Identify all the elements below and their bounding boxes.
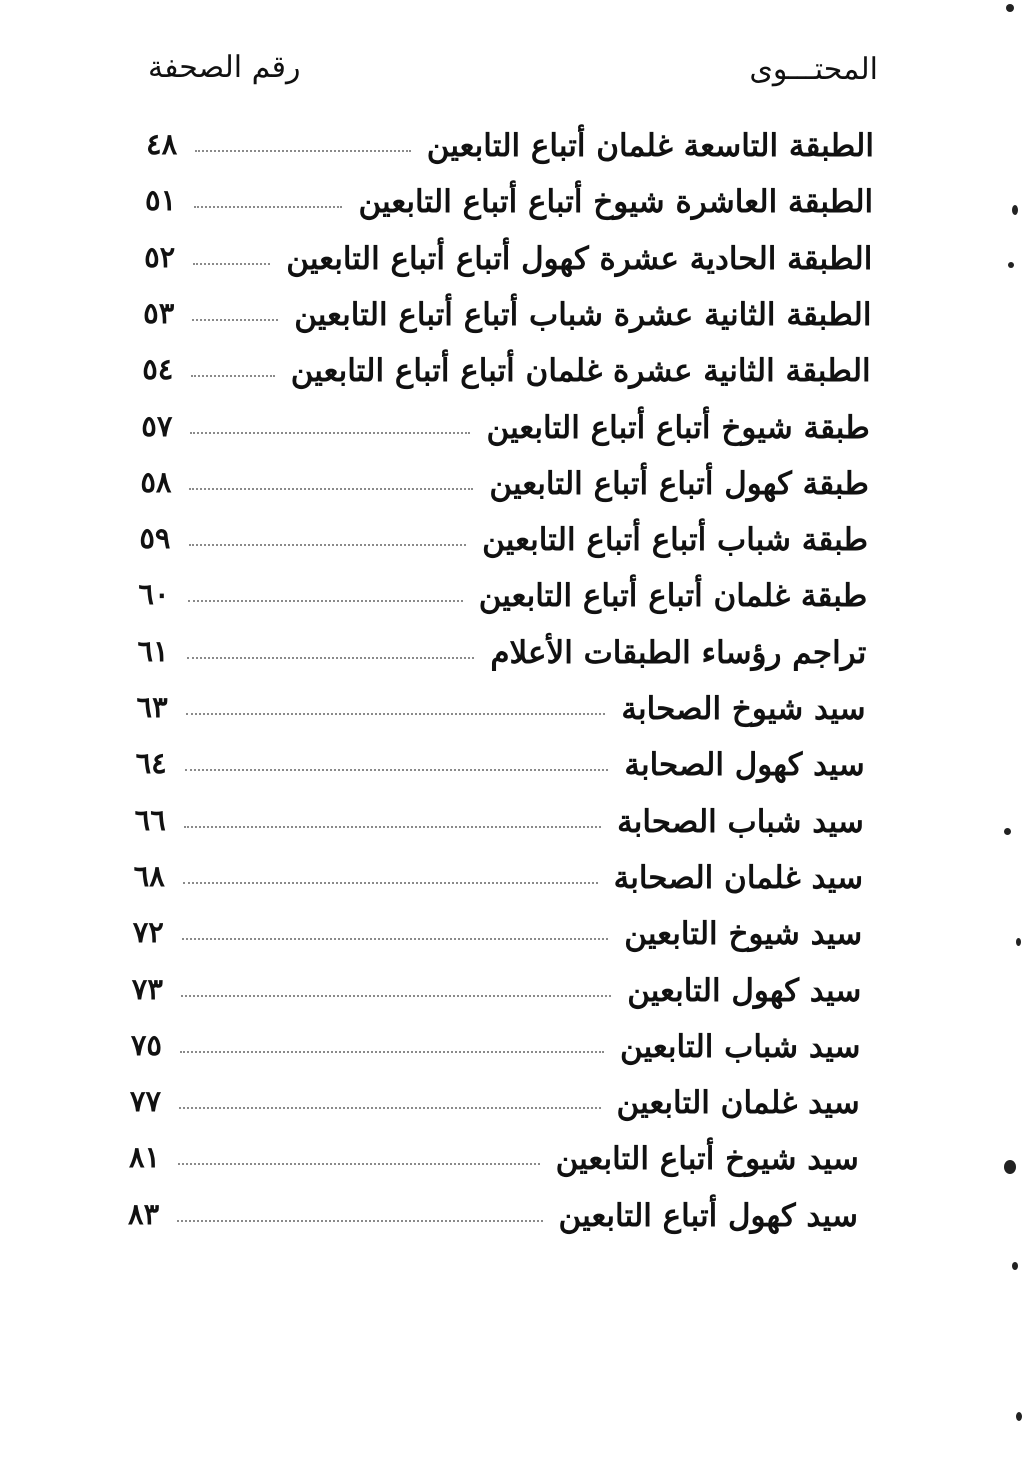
toc-leader-dots xyxy=(178,1163,539,1165)
toc-entry-page-number: ٦٣ xyxy=(136,690,168,724)
toc-entry-title: الطبقة العاشرة شيوخ أتباع أتباع التابعين xyxy=(358,184,874,221)
toc-leader-dots xyxy=(192,319,278,321)
toc-entry-page-number: ٦٨ xyxy=(133,858,165,893)
toc-entry xyxy=(129,1137,859,1181)
toc-entry xyxy=(146,124,874,168)
toc-entry-page-number: ٥٨ xyxy=(140,464,172,499)
toc-entry xyxy=(139,518,868,562)
scan-speck xyxy=(1008,262,1014,268)
toc-leader-dots xyxy=(187,657,475,659)
toc-entry xyxy=(136,743,865,787)
toc-entry-page-number: ٦٤ xyxy=(135,746,167,781)
toc-entry-title: سيد كهول أتباع التابعين xyxy=(558,1197,858,1234)
toc-leader-dots xyxy=(188,600,463,602)
toc-entry-title: سيد غلمان الصحابة xyxy=(613,859,864,896)
toc-entry xyxy=(142,349,870,393)
toc-entry xyxy=(145,180,873,224)
scan-speck xyxy=(1012,1262,1018,1270)
toc-leader-dots xyxy=(189,544,467,546)
toc-entry-title: سيد شيوخ الصحابة xyxy=(621,691,866,727)
toc-leader-dots xyxy=(184,826,601,828)
toc-leader-dots xyxy=(194,206,342,208)
toc-entry xyxy=(143,293,871,337)
toc-leader-dots xyxy=(179,1107,600,1109)
toc-entry xyxy=(144,237,872,281)
toc-entry-page-number: ٦٠ xyxy=(138,577,170,612)
toc-entry-page-number: ٥٤ xyxy=(142,352,174,387)
scan-speck xyxy=(1016,1412,1022,1421)
toc-entry xyxy=(134,856,863,900)
toc-entry xyxy=(140,462,869,506)
header-page-number-label: رقم الصحفة xyxy=(148,50,301,85)
toc-entry-title: الطبقة الثانية عشرة غلمان أتباع أتباع التابعين xyxy=(290,353,871,390)
toc-leader-dots xyxy=(177,1220,542,1222)
scan-speck xyxy=(1004,1160,1016,1174)
toc-entry-title: سيد شباب الصحابة xyxy=(617,803,864,840)
toc-entry xyxy=(135,800,864,844)
toc-entry-page-number: ٨١ xyxy=(128,1140,161,1175)
toc-entry xyxy=(137,631,866,675)
toc-entry-page-number: ٤٨ xyxy=(146,127,178,161)
toc-leader-dots xyxy=(183,882,598,884)
toc-entry xyxy=(138,574,867,618)
toc-entry-page-number: ٨٣ xyxy=(128,1196,160,1231)
toc-leader-dots xyxy=(191,375,274,377)
toc-entry-page-number: ٦٦ xyxy=(134,802,166,837)
toc-entry-title: الطبقة التاسعة غلمان أتباع التابعين xyxy=(426,128,874,164)
toc-entry-title: طبقة كهول أتباع أتباع التابعين xyxy=(489,465,869,502)
toc-entry xyxy=(132,969,862,1013)
toc-entry-title: سيد غلمان التابعين xyxy=(616,1085,860,1122)
toc-entry xyxy=(128,1194,858,1238)
toc-leader-dots xyxy=(181,995,611,997)
scan-speck xyxy=(1006,4,1014,12)
toc-entry-page-number: ٦١ xyxy=(137,633,169,668)
toc-entry-page-number: ٥٢ xyxy=(144,239,176,274)
toc-entry-page-number: ٥٧ xyxy=(141,408,173,443)
toc-entry-title: سيد شيوخ أتباع التابعين xyxy=(555,1141,859,1178)
toc-entry-title: طبقة شباب أتباع أتباع التابعين xyxy=(482,522,869,559)
toc-leader-dots xyxy=(195,150,411,152)
toc-entry-title: الطبقة الحادية عشرة كهول أتباع أتباع التابعين xyxy=(286,240,873,277)
toc-entry-title: طبقة غلمان أتباع أتباع التابعين xyxy=(478,578,868,615)
scan-speck xyxy=(1012,205,1018,215)
scan-speck xyxy=(1004,828,1011,835)
toc-entry xyxy=(131,1025,861,1069)
toc-entry xyxy=(137,687,866,731)
toc-entry xyxy=(141,406,870,450)
toc-leader-dots xyxy=(193,263,270,265)
toc-leader-dots xyxy=(190,432,470,434)
toc-leader-dots xyxy=(182,938,608,940)
toc-entry-title: تراجم رؤساء الطبقات الأعلام xyxy=(490,634,867,671)
toc-entry-page-number: ٥٩ xyxy=(139,521,171,556)
toc-entry xyxy=(133,912,862,956)
toc-leader-dots xyxy=(180,1051,604,1053)
toc-entry-title: الطبقة الثانية عشرة شباب أتباع أتباع التابعين xyxy=(294,296,872,333)
toc-entry-page-number: ٥٣ xyxy=(143,295,175,330)
toc-entry-title: سيد كهول التابعين xyxy=(627,972,862,1009)
toc-entry-title: سيد كهول الصحابة xyxy=(624,747,865,784)
toc-entry-title: سيد شباب التابعين xyxy=(619,1028,861,1065)
toc-entry-page-number: ٥١ xyxy=(145,183,177,218)
toc-entry-page-number: ٧٥ xyxy=(130,1027,162,1062)
toc-leader-dots xyxy=(185,769,609,771)
toc-entry-title: طبقة شيوخ أتباع أتباع التابعين xyxy=(486,409,870,446)
toc-entry-page-number: ٧٣ xyxy=(131,971,163,1006)
toc-entry xyxy=(130,1081,860,1125)
header-content-label: المحتـــوى xyxy=(749,52,878,87)
toc-entry-page-number: ٧٢ xyxy=(132,915,164,950)
toc-leader-dots xyxy=(189,488,473,490)
toc-entry-title: سيد شيوخ التابعين xyxy=(624,916,863,953)
scan-speck xyxy=(1016,938,1021,946)
toc-entry-page-number: ٧٧ xyxy=(129,1084,162,1119)
toc-leader-dots xyxy=(186,713,606,715)
